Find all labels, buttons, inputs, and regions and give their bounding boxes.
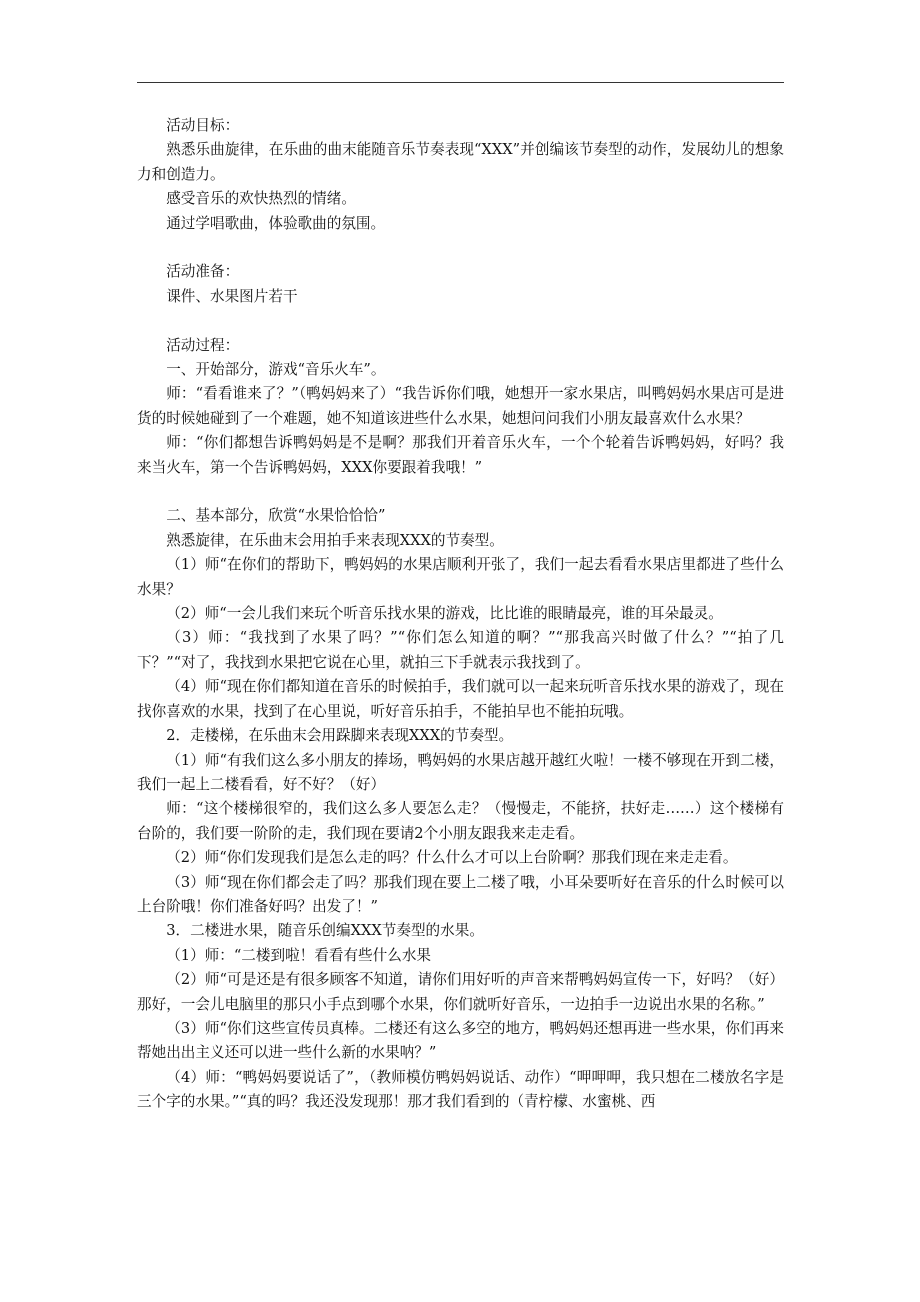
paragraph: （2）师“一会儿我们来玩个听音乐找水果的游戏，比比谁的眼睛最亮，谁的耳朵最灵。	[166, 605, 723, 623]
paragraph: 活动准备：	[166, 263, 240, 281]
paragraph: 熟悉旋律，在乐曲末会用拍手来表现XXX的节奏型。	[166, 531, 504, 549]
paragraph: （4）师：“鸭妈妈要说话了”，（教师模仿鸭妈妈说话、动作）“呷呷呷，我只想在二楼放名字是三个字的水果。”“真的吗？我还没发现那！那才我们看到的（青柠檬、水蜜桃、西	[137, 1068, 784, 1111]
paragraph-gap	[137, 309, 784, 333]
paragraph: 活动过程：	[166, 336, 240, 354]
paragraph: （1）师“有我们这么多小朋友的捧场，鸭妈妈的水果店越开越红火啦！一楼不够现在开到二楼，我们一起上二楼看看，好不好？（好）	[137, 751, 784, 793]
paragraph: （2）师“可是还是有很多顾客不知道，请你们用好听的声音来帮鸭妈妈宣传一下，好吗？（好）那好，一会儿电脑里的那只小手点到哪个水果，你们就听好音乐，一边拍手一边说出水果的名称。”	[137, 971, 784, 1013]
paragraph: 活动目标：	[166, 117, 240, 134]
paragraph: 2．走楼梯，在乐曲末会用跺脚来表现XXX的节奏型。	[166, 727, 514, 745]
paragraph: （4）师“现在你们都知道在音乐的时候拍手，我们就可以一起来玩听音乐找水果的游戏了，现在找你喜欢的水果，找到了在心里说，听好音乐拍手，不能拍早也不能拍玩哦。	[137, 678, 784, 720]
document-body	[137, 114, 784, 1115]
paragraph-gap	[137, 480, 784, 504]
paragraph: 通过学唱歌曲，体验歌曲的氛围。	[166, 214, 386, 232]
paragraph: 师：“你们都想告诉鸭妈妈是不是啊？那我们开着音乐火车，一个个轮着告诉鸭妈妈，好吗？我来当火车，第一个告诉鸭妈妈，XXX你要跟着我哦！”	[137, 434, 784, 476]
paragraph: 一、开始部分，游戏“音乐火车”。	[166, 361, 386, 379]
paragraph: 师：“这个楼梯很窄的，我们这么多人要怎么走？（慢慢走，不能挤，扶好走……）这个楼梯有台阶的，我们要一阶阶的走，我们现在要请2个小朋友跟我来走走看。	[137, 800, 784, 842]
paragraph: （1）师：“二楼到啦！看看有些什么水果	[166, 946, 432, 964]
paragraph: （3）师：“我找到了水果了吗？”“你们怎么知道的啊？”“那我高兴时做了什么？”“拍了几下？”“对了，我找到水果把它说在心里，就拍三下手就表示我找到了。	[137, 629, 784, 671]
paragraph: 师：“看看谁来了？”（鸭妈妈来了）“我告诉你们哦，她想开一家水果店，叫鸭妈妈水果店可是进货的时候她碰到了一个难题，她不知道该进些什么水果，她想问问我们小朋友最喜欢什么水果？	[137, 385, 784, 427]
paragraph: 感受音乐的欢快热烈的情绪。	[166, 190, 356, 208]
paragraph: （1）师“在你们的帮助下，鸭妈妈的水果店顺利开张了，我们一起去看看水果店里都进了些什么水果？	[137, 556, 784, 598]
paragraph: 课件、水果图片若干	[166, 287, 298, 305]
paragraph: （3）师“你们这些宣传员真棒。二楼还有这么多空的地方，鸭妈妈还想再进一些水果，你们再来帮她出出主义还可以进一些什么新的水果呐？”	[137, 1019, 784, 1062]
paragraph: 熟悉乐曲旋律，在乐曲的曲末能随音乐节奏表现“XXX”并创编该节奏型的动作，发展幼儿的想象力和创造力。	[137, 141, 784, 183]
header-rule	[137, 82, 784, 83]
paragraph: （3）师“现在你们都会走了吗？那我们现在要上二楼了哦，小耳朵要听好在音乐的什么时候可以上台阶哦！你们准备好吗？出发了！”	[137, 873, 784, 915]
paragraph: 3．二楼进水果，随音乐创编XXX节奏型的水果。	[166, 922, 484, 940]
paragraph: 二、基本部分，欣赏“水果恰恰恰”	[166, 507, 386, 525]
paragraph-gap	[137, 236, 784, 260]
paragraph: （2）师“你们发现我们是怎么走的吗？什么什么才可以上台阶啊？那我们现在来走走看。	[166, 849, 738, 867]
